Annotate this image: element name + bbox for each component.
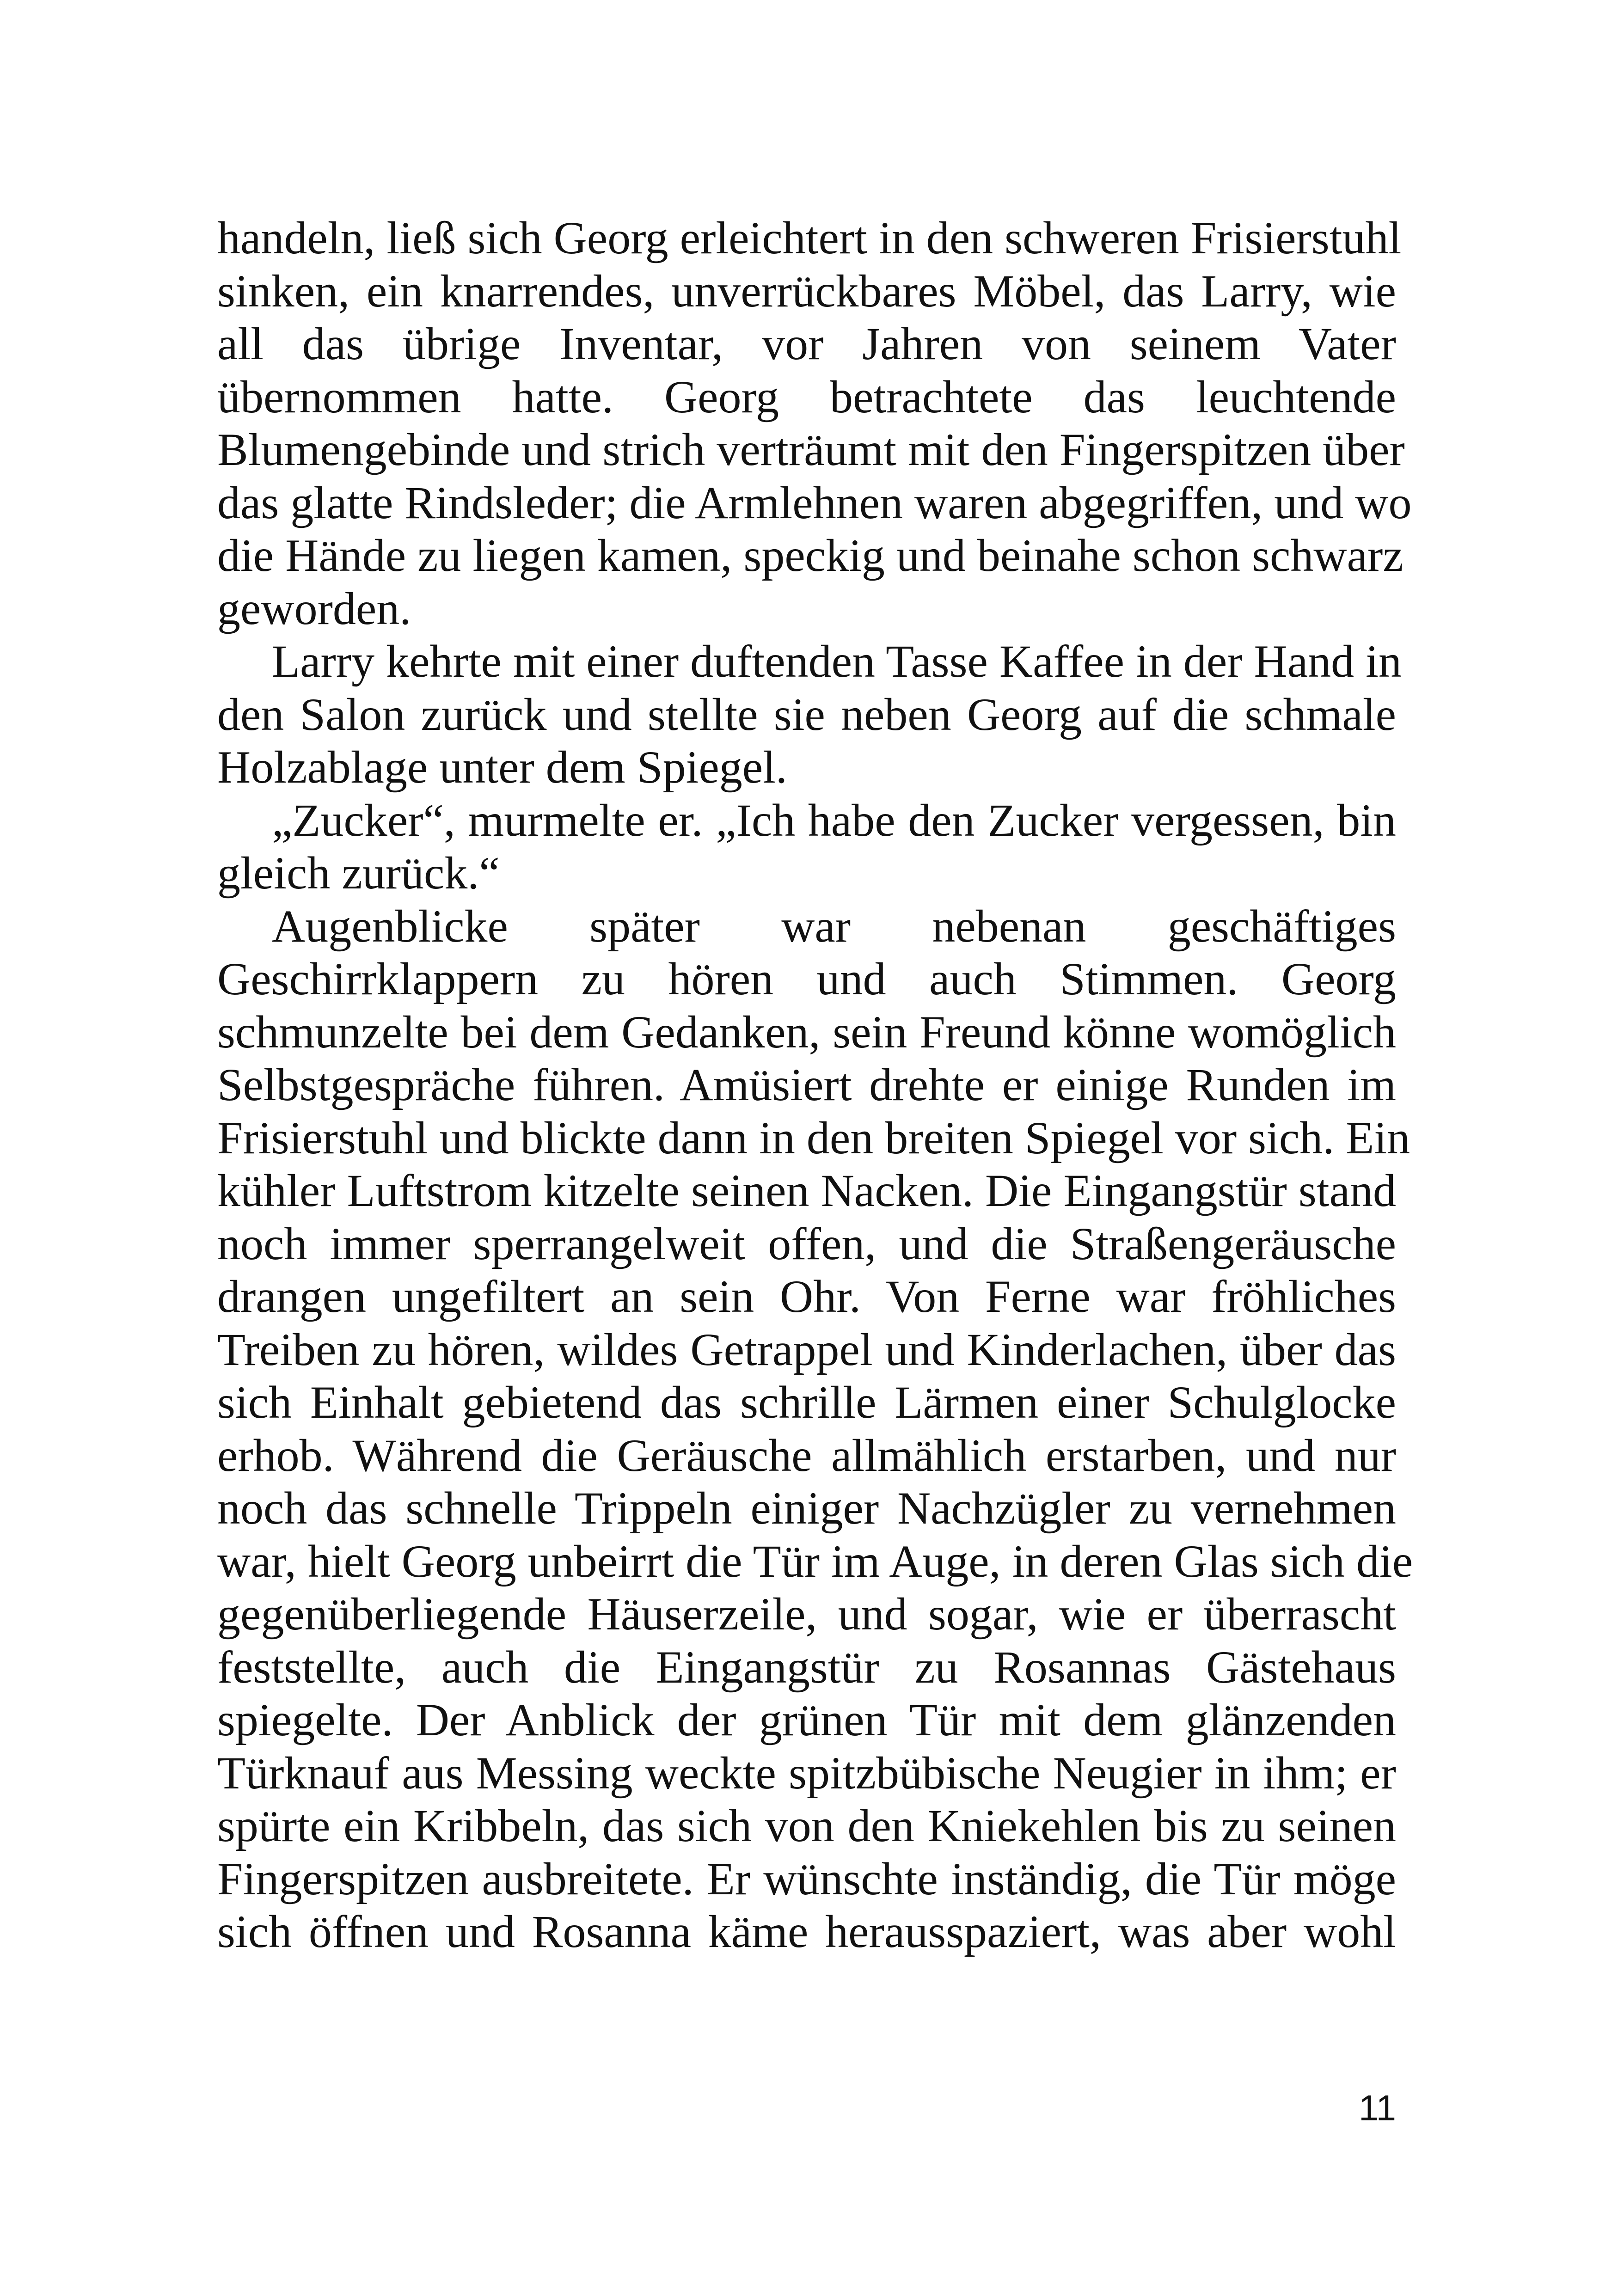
text-line: sich Einhalt gebietend das schrille Lärmen einer Schulglocke xyxy=(217,1377,1396,1428)
text-line: noch immer sperrangelweit offen, und die Straßengeräusche xyxy=(217,1218,1396,1269)
text-line: Türknauf aus Messing weckte spitzbübische Neugier in ihm; er xyxy=(217,1747,1396,1799)
paragraph xyxy=(217,212,1412,635)
text-line: die Hände zu liegen kamen, speckig und beinahe schon schwarz xyxy=(217,530,1403,581)
text-line: übernommen hatte. Georg betrachtete das leuchtende xyxy=(217,371,1396,422)
text-line: gleich zurück.“ xyxy=(217,847,500,899)
text-line: noch das schnelle Trippeln einiger Nachzügler zu vernehmen xyxy=(217,1482,1396,1534)
text-line: all das übrige Inventar, vor Jahren von seinem Vater xyxy=(217,318,1396,369)
text-line: sich öffnen und Rosanna käme herausspaziert, was aber wohl xyxy=(217,1906,1396,1957)
text-line: sinken, ein knarrendes, unverrückbares Möbel, das Larry, wie xyxy=(217,265,1396,317)
text-line: spiegelte. Der Anblick der grünen Tür mit dem glänzenden xyxy=(217,1694,1396,1745)
text-line: Geschirrklappern zu hören und auch Stimmen. Georg xyxy=(217,953,1396,1004)
paragraph xyxy=(217,794,1396,900)
text-line: kühler Luftstrom kitzelte seinen Nacken. Die Eingangstür stand xyxy=(217,1165,1396,1216)
text-line: geworden. xyxy=(217,582,411,634)
text-line: drangen ungefiltert an sein Ohr. Von Ferne war fröhliches xyxy=(217,1271,1396,1322)
page-number: 11 xyxy=(1359,2088,1396,2128)
text-line: Fingerspitzen ausbreitete. Er wünschte inständig, die Tür möge xyxy=(217,1853,1396,1904)
text-line: Frisierstuhl und blickte dann in den breiten Spiegel vor sich. Ein xyxy=(217,1112,1410,1163)
text-line: spürte ein Kribbeln, das sich von den Kniekehlen bis zu seinen xyxy=(217,1800,1396,1851)
text-line: Larry kehrte mit einer duftenden Tasse Kaffee in der Hand in xyxy=(272,636,1402,687)
text-line: gegenüberliegende Häuserzeile, und sogar, wie er überrascht xyxy=(217,1588,1396,1640)
text-line: das glatte Rindsleder; die Armlehnen waren abgegriffen, und wo xyxy=(217,477,1412,528)
text-line: erhob. Während die Geräusche allmählich erstarben, und nur xyxy=(217,1429,1396,1481)
text-line: war, hielt Georg unbeirrt die Tür im Auge, in deren Glas sich die xyxy=(217,1535,1413,1587)
text-line: Blumengebinde und strich verträumt mit den Fingerspitzen über xyxy=(217,424,1405,475)
text-line: schmunzelte bei dem Gedanken, sein Freund könne womöglich xyxy=(217,1006,1396,1058)
body-text xyxy=(217,212,1413,1959)
text-line: Treiben zu hören, wildes Getrappel und Kinderlachen, über das xyxy=(217,1323,1396,1375)
text-line: Selbstgespräche führen. Amüsiert drehte er einige Runden im xyxy=(217,1059,1396,1110)
text-line: „Zucker“, murmelte er. „Ich habe den Zucker vergessen, bin xyxy=(272,794,1396,846)
paragraph xyxy=(217,635,1402,794)
text-line: den Salon zurück und stellte sie neben Georg auf die schmale xyxy=(217,688,1396,740)
text-line: Augenblicke später war nebenan geschäftiges xyxy=(272,900,1396,952)
text-line: handeln, ließ sich Georg erleichtert in den schweren Frisierstuhl xyxy=(217,212,1402,263)
text-line: Holzablage unter dem Spiegel. xyxy=(217,741,787,793)
text-line: feststellte, auch die Eingangstür zu Rosannas Gästehaus xyxy=(217,1641,1396,1693)
paragraph xyxy=(217,900,1413,1959)
